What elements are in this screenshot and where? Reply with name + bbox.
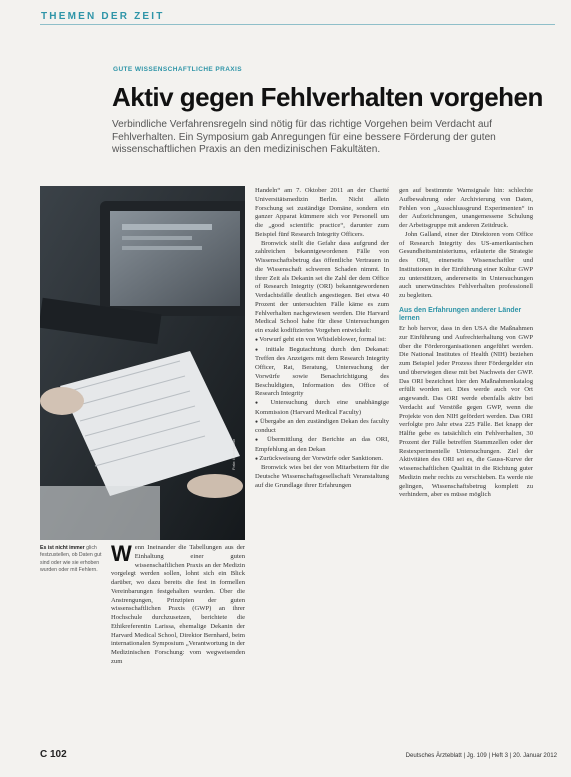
caption-text: glich festzustellen, ob Daten gut sind oder wie sie erhoben wurden oder mit Fehlern. bbox=[40, 545, 102, 573]
bullet-item: ● Übermittlung der Berichte an das ORI, Empfehlung an den Dekan bbox=[255, 436, 389, 455]
text-column-1 bbox=[111, 541, 245, 667]
bullet-item: ● Untersuchung durch eine unabhängige Kommission (Harvard Medical Faculty) bbox=[255, 399, 389, 418]
photo-illustration bbox=[40, 186, 245, 540]
column-1-paragraph: Wenn Ineinander die Tabellungen aus der Einhaltung einer guten wissenschaftlichen Praxis an der Medizin vorgelegt werden sollen, lohnt sich ein Blick darüber, wo dazu bereits die fest in formellen Vereinbarungen festgehalten wurden. Über die Anstrengungen, Prinzipien der guten wissenschaftlichen Praxis (GWP) an ihrer Hochschule durchzusetzen, berichtete die Ethikreferentin Larissa, ehemalige Dekanin der Harvard Medical School, Direktor Bernhard, beim internationalen Symposium „Verantwortung in der Medizinischen Forschung: vom wegweisenden zum bbox=[111, 541, 245, 665]
journal-footer: Deutsches Ärzteblatt | Jg. 109 | Heft 3 | 20. Januar 2012 bbox=[405, 752, 557, 759]
drop-cap: W bbox=[111, 541, 132, 566]
text-column-3 bbox=[399, 187, 533, 500]
caption-lead: Es ist nicht immer bbox=[40, 545, 85, 551]
column-2-paragraph-2: Bronwick stellt die Gefahr dass aufgrund der zahlreichen bekanntgewordenen Fälle von Wissenschaftsbetrug das öffentliche Vertrauen in die Wissenschaft schweren Schaden nimmt. In ihrer Zeit als Dekanin sei die Zahl der dem Office of Research Integrity (ORI) bekanntgewordenen Verdachtsfälle deutlich angestiegen. Bei etwa 40 Prozent der untersuchten Fälle käme es zum Fehlverhalten nachgewiesen werden. Die Harvard Medical School habe für diese Untersuchungen ein exakt kodifiziertes Vorgehen entwickelt: bbox=[255, 239, 389, 334]
column-2-paragraph-3: Bronwick wies bei der von Mitarbeitern für die Deutsche Wissenschaftsgesellschaft Veranstaltung auf die Grundlage ihrer Erfahrungen bbox=[255, 464, 389, 489]
bullet-item: ● initiale Begutachtung durch den Dekanat: Treffen des Anzeigers mit dem Research Integrity Officer, Rat, Beratung, Untersuchung der Vorwürfe sowie Benachrichtigung des Beschuldigten, Information des Office of Research Integrity bbox=[255, 346, 389, 400]
section-subhead: Aus den Erfahrungen anderer Länder lernen bbox=[399, 306, 522, 322]
column-3-paragraph-3: Er hob hervor, dass in den USA die Maßnahmen zur Einführung und Aufrechterhaltung von GWP über die Förderorganisationen angeführt werden. Die National Institutes of Health (NIH) beziehen zum Beispiel jeder Prozess ihrer Fördergelder ein und überwiegen diese mit bei Nachweis der GWP. Das ORI bezeichnet hier den Maßnahmenkatalog erfüllt worden sei. Dies werde auch vor Ort angewandt. Das ORI werde ebenfalls aktiv bei Verdacht auf Verstöße gegen GWP, wenn die Projekte von den NIH gefördert werden. Das ORI verfolgte pro Jahr etwa 225 Fälle. Bei knapp der Hälfte gebe es tatsächlich ein Fehlverhalten, 30 Prozent der Fälle betreffen Stammzellen oder der Restexperimentelle Untersuchungen. Ziel der Aktivitäten des ORI sei es, die Gauss-Kurve der wissenschaftlichen Qualität in die Richtung guter Medizin mehr rechts zu verschieben. Es werde nie gelingen, Wissenschaftsbetrug komplett zu verhindern, aber es müsse möglich bbox=[399, 325, 533, 499]
headline: Aktiv gegen Fehlverhalten vorgehen bbox=[112, 82, 543, 112]
photo-credit: Foto: iStockphoto bbox=[231, 438, 236, 470]
column-3-paragraph-1: gen auf bestimmte Warnsignale hin: schlechte Aufbewahrung oder Archivierung von Daten, Fehlen von „Ausschlussgrund Experimenten“ in der Aufzeichnungen, unangemessene Schulung der Arbeitsgruppe mit anderen Zeitdruck. bbox=[399, 187, 533, 229]
column-3-paragraph-2: John Galland, einer der Direktoren vom Office of Research Integrity des US-amerikanischen Gesundheitsministeriums, erläuterte die Strategie des ORI, einerseits Wissenschaftler und Institutionen in der Einführung einer Kultur GWP zu unterstützen, andererseits in Untersuchungen auch unerwünschtes Fehlverhalten professionell zu begleiten. bbox=[399, 230, 533, 299]
photo-caption bbox=[40, 545, 102, 574]
kicker: GUTE WISSENSCHAFTLICHE PRAXIS bbox=[113, 66, 242, 73]
bullet-item: ● Übergabe an den zuständigen Dekan des faculty conduct bbox=[255, 418, 389, 437]
article-photo bbox=[40, 186, 245, 540]
running-head: THEMEN DER ZEIT bbox=[41, 11, 165, 22]
hand-icon bbox=[40, 387, 84, 415]
column-2-paragraph-1: Handeln“ am 7. Oktober 2011 an der Charité Universitätsmedizin Berlin. Nicht allein Forschung sei zuständige Domäne, sondern ein ganzer Apparat kümmere sich vor Personell um die „good scientific practice“, darunter zum Beispiel fünf Research Integrity Officers. bbox=[255, 187, 389, 238]
page-number: C 102 bbox=[40, 749, 67, 760]
bullet-item: ● Vorwurf geht ein von Whistleblower, formal ist: bbox=[255, 336, 389, 346]
header-rule bbox=[40, 24, 555, 25]
bullet-item: ● Zurückweisung der Vorwürfe oder Sanktionen. bbox=[255, 455, 389, 465]
text-column-2 bbox=[255, 187, 389, 491]
lead-paragraph: Verbindliche Verfahrensregeln sind nötig für das richtige Vorgehen beim Verdacht auf Fehlverhalten. Ein Symposium gab Anregungen für eine bessere Förderung der guten wissenschaftlichen Praxis an den medizinischen Fakultäten. bbox=[112, 119, 496, 155]
